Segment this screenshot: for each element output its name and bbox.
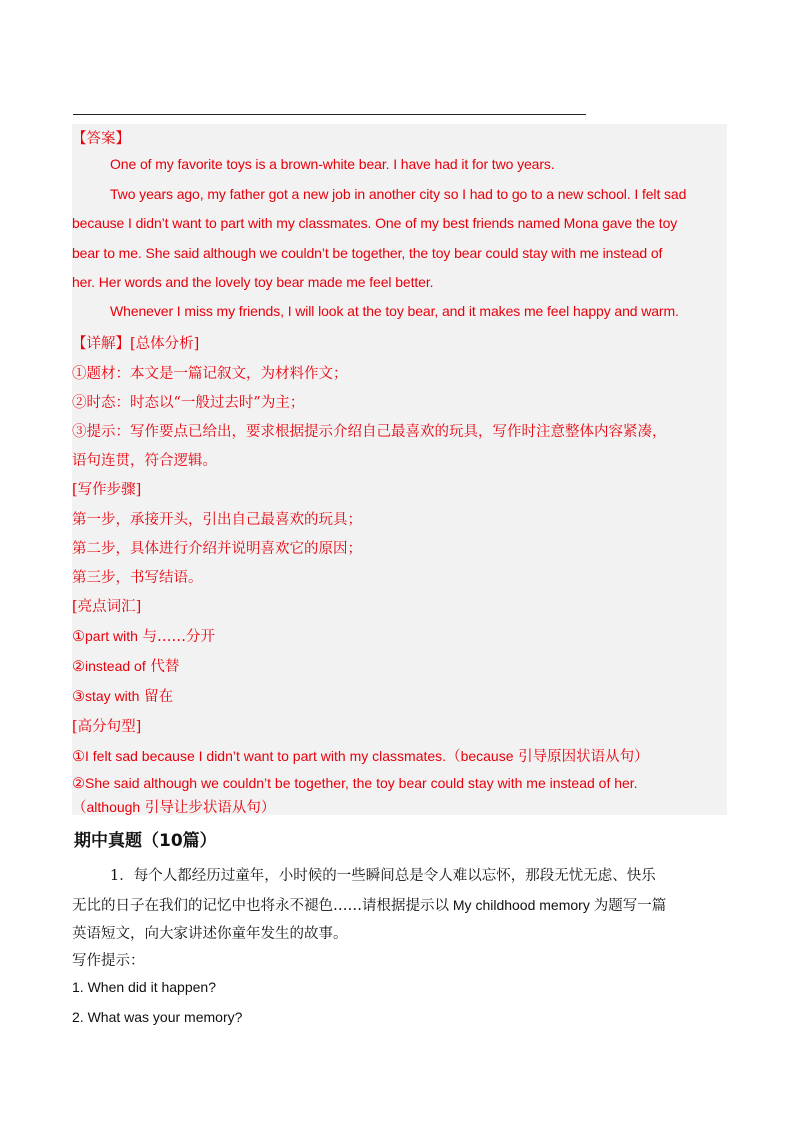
analysis-header: 【详解】[总体分析] — [72, 336, 200, 352]
hint-2: 2. What was your memory? — [72, 1009, 243, 1025]
sentence-note-keyword: although — [86, 799, 141, 815]
sentence-note: 引导原因状语从句） — [513, 749, 649, 765]
analysis-item-3-line-2: 语句连贯，符合逻辑。 — [72, 453, 217, 469]
analysis-item-2: ②时态：时态以“一般过去时”为主； — [72, 395, 305, 411]
hint-header: 写作提示： — [72, 953, 145, 969]
vocab-meaning: 留在 — [139, 689, 174, 705]
section-title: 期中真题（10篇） — [74, 831, 217, 851]
answer-paragraph-3: Whenever I miss my friends, I will look at the toy bear, and it makes me feel happy and warm. — [110, 303, 679, 319]
question-1-line-2 — [72, 894, 666, 915]
step-1: 第一步，承接开头，引出自己最喜欢的玩具； — [72, 512, 362, 528]
vocab-phrase: instead of — [85, 658, 146, 674]
steps-header: [写作步骤] — [72, 482, 142, 498]
vocab-header: [亮点词汇] — [72, 599, 142, 615]
sentence-number: ② — [72, 776, 85, 792]
vocab-phrase: stay with — [85, 688, 140, 704]
sentence-text: She said although we couldn’t be together, the toy bear could stay with me instead of her. — [85, 775, 638, 791]
sentences-header: [高分句型] — [72, 719, 142, 735]
answer-paragraph-2-line-1: Two years ago, my father got a new job in another city so I had to go to a new school. I felt sad — [110, 186, 687, 202]
answer-box — [72, 124, 727, 815]
vocab-number: ① — [72, 629, 85, 645]
sentence-text: I felt sad because I didn’t want to part with my classmates. — [85, 748, 447, 764]
question-1-text: 无比的日子在我们的记忆中也将永不褪色……请根据提示以 — [72, 898, 449, 914]
answer-paragraph-2-line-3: bear to me. She said although we couldn’t be together, the toy bear could stay with me instead of — [72, 245, 663, 261]
answer-paragraph-2-line-4: her. Her words and the lovely toy bear made me feel better. — [72, 274, 434, 290]
step-2: 第二步，具体进行介绍并说明喜欢它的原因； — [72, 541, 362, 557]
question-1-text-end: 为题写一篇 — [593, 898, 667, 914]
sentence-number: ① — [72, 749, 85, 765]
vocab-item — [72, 685, 173, 706]
sentence-note: 引导让步状语从句） — [140, 800, 276, 816]
answer-header: 【答案】 — [72, 131, 130, 147]
analysis-item-3-line-1: ③提示：写作要点已给出，要求根据提示介绍自己最喜欢的玩具，写作时注意整体内容紧凑， — [72, 424, 667, 440]
sentence-2 — [72, 775, 638, 792]
question-1 — [72, 858, 732, 1038]
sentence-2-note — [72, 796, 275, 817]
answer-paragraph-1: One of my favorite toys is a brown-white bear. I have had it for two years. — [110, 156, 555, 172]
vocab-meaning: 与……分开 — [137, 629, 216, 645]
vocab-item — [72, 625, 215, 646]
vocab-phrase: part with — [85, 628, 138, 644]
step-3: 第三步，书写结语。 — [72, 570, 203, 586]
top-rule — [73, 114, 586, 115]
sentence-note-keyword: because — [460, 748, 514, 764]
analysis-item-1: ①题材：本文是一篇记叙文，为材料作文； — [72, 366, 348, 382]
sentence-1 — [72, 745, 649, 766]
sentence-note-open: （ — [446, 749, 461, 765]
vocab-number: ② — [72, 659, 85, 675]
sentence-note-open: （ — [72, 800, 87, 816]
question-1-topic: My childhood memory — [449, 897, 594, 913]
vocab-item — [72, 655, 179, 676]
question-1-line-1: 1．每个人都经历过童年，小时候的一些瞬间总是令人难以忘怀，那段无忧无虑、快乐 — [110, 868, 656, 884]
hint-1: 1. When did it happen? — [72, 979, 216, 995]
vocab-number: ③ — [72, 689, 85, 705]
vocab-meaning: 代替 — [145, 659, 180, 675]
answer-paragraph-2-line-2: because I didn’t want to part with my classmates. One of my best friends named Mona gave the toy — [72, 215, 678, 231]
question-1-line-3: 英语短文，向大家讲述你童年发生的故事。 — [72, 926, 348, 942]
